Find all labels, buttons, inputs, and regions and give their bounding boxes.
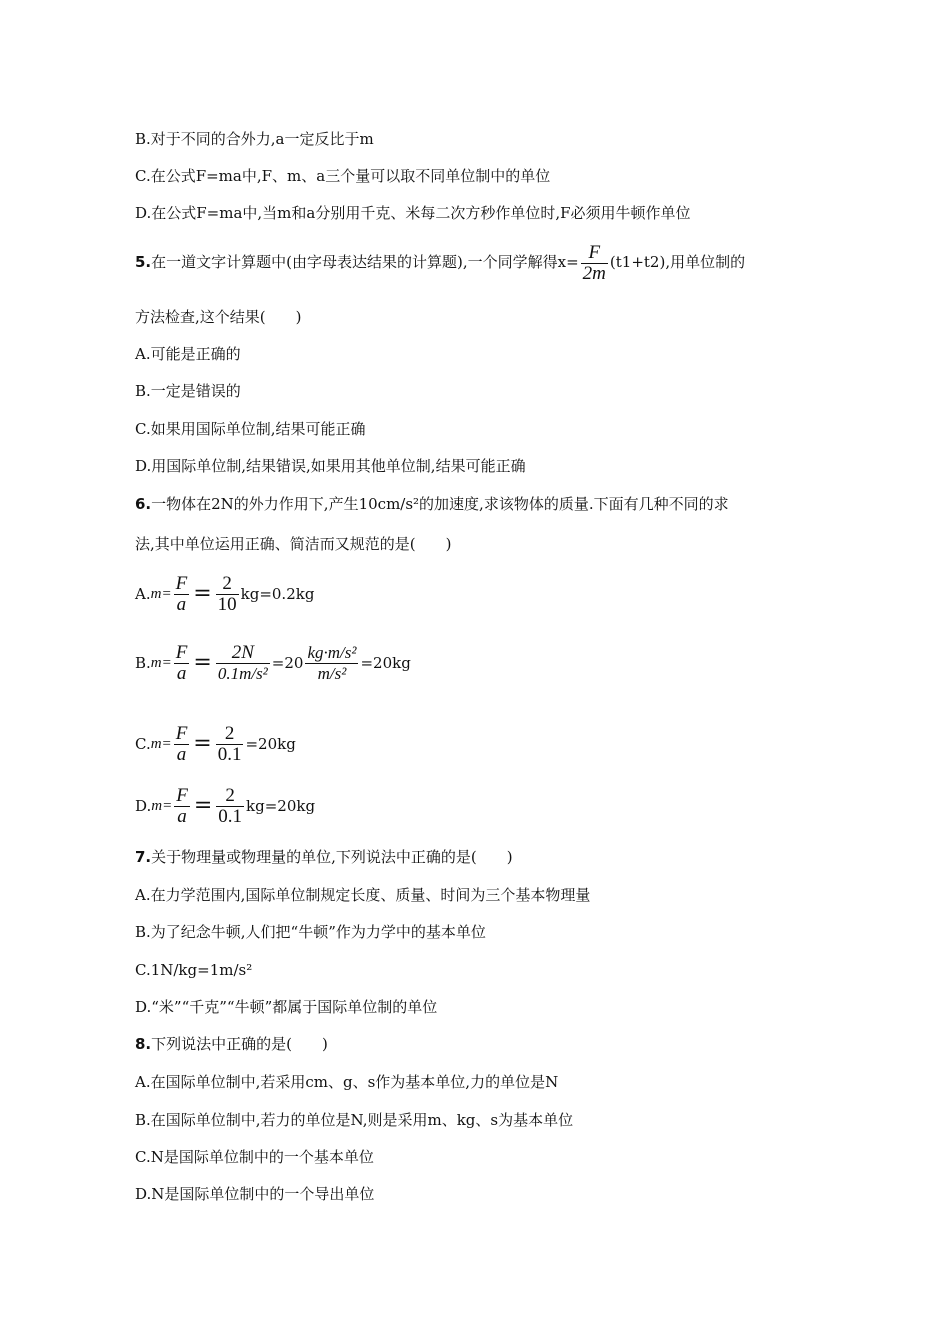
q5-x: x= bbox=[557, 253, 579, 271]
q6b-tail: =20kg bbox=[360, 654, 411, 672]
q6d-frac-g bbox=[216, 786, 244, 827]
q6-number: 6. bbox=[135, 495, 152, 513]
q6b-f-num: F bbox=[175, 641, 188, 663]
q6a-g-num: 2 bbox=[216, 574, 239, 595]
q5-number: 5. bbox=[135, 253, 152, 271]
q6c-equals: = bbox=[193, 731, 212, 756]
q6d-g-num: 2 bbox=[216, 786, 244, 807]
q6d-label: D. bbox=[135, 797, 152, 815]
q4-option-d: D.在公式F=ma中,当m和a分别用千克、米每二次方秒作单位时,F必须用牛顿作单位 bbox=[135, 204, 691, 222]
q5-paren: (t1+t2) bbox=[609, 253, 666, 271]
q6d-f-den: a bbox=[177, 805, 187, 827]
q6a-label: A. bbox=[135, 585, 151, 603]
q6d-lhs: m= bbox=[151, 798, 173, 814]
q8-option-b: B.在国际单位制中,若力的单位是N,则是采用m、kg、s为基本单位 bbox=[135, 1111, 574, 1129]
q8-option-a: A.在国际单位制中,若采用cm、g、s作为基本单位,力的单位是N bbox=[135, 1073, 559, 1091]
q6c-g-num: 2 bbox=[216, 724, 244, 745]
q6c-f-num: F bbox=[175, 722, 188, 744]
q4-option-b: B.对于不同的合外力,a一定反比于m bbox=[135, 130, 374, 148]
q8-option-c: C.N是国际单位制中的一个基本单位 bbox=[135, 1148, 374, 1166]
q6b-f-den: a bbox=[176, 662, 187, 684]
q7-option-c: C.1N/kg=1m/s² bbox=[135, 961, 253, 979]
q6a-g-den: 10 bbox=[217, 593, 237, 615]
q8-option-d: D.N是国际单位制中的一个导出单位 bbox=[135, 1185, 375, 1203]
q6b-equals: = bbox=[193, 650, 212, 675]
q6a-f-num: F bbox=[175, 572, 188, 594]
q6b-frac-f bbox=[174, 643, 190, 684]
q5-option-b: B.一定是错误的 bbox=[135, 382, 241, 400]
q7-stem bbox=[135, 847, 513, 867]
q6b-frac-g bbox=[216, 643, 270, 684]
q6-option-b bbox=[135, 640, 411, 684]
q6d-equals: = bbox=[193, 793, 213, 818]
q6c-lhs: m= bbox=[150, 736, 172, 752]
q6-option-d bbox=[135, 784, 315, 826]
q6b-frac-h bbox=[305, 643, 358, 684]
q6-stem-line2: 法,其中单位运用正确、简洁而又规范的是( ) bbox=[135, 535, 452, 553]
q6c-frac-f bbox=[174, 724, 190, 765]
q6-stem-text: 一物体在2N的外力作用下,产生10cm/s²的加速度,求该物体的质量.下面有几种不同的求 bbox=[151, 495, 729, 513]
q5-fraction bbox=[581, 243, 608, 284]
q8-stem-text: 下列说法中正确的是( ) bbox=[151, 1035, 328, 1053]
q6b-mid: =20 bbox=[271, 654, 304, 672]
q6a-tail: kg=0.2kg bbox=[240, 585, 315, 603]
q6d-tail: kg=20kg bbox=[246, 797, 316, 815]
q6d-g-den: 0.1 bbox=[218, 805, 243, 827]
q7-option-b: B.为了纪念牛顿,人们把“牛顿”作为力学中的基本单位 bbox=[135, 923, 486, 941]
q4-option-c: C.在公式F=ma中,F、m、a三个量可以取不同单位制中的单位 bbox=[135, 167, 551, 185]
q6c-f-den: a bbox=[176, 743, 187, 765]
q6a-frac-f bbox=[174, 574, 190, 615]
q5-stem-text: 在一道文字计算题中(由字母表达结果的计算题),一个同学解得 bbox=[151, 253, 558, 271]
q5-stem-line2: 方法检查,这个结果( ) bbox=[135, 308, 302, 326]
q6a-frac-g bbox=[216, 574, 239, 615]
q6d-frac-f bbox=[174, 786, 190, 827]
q6a-equals: = bbox=[193, 581, 212, 606]
q6-option-c bbox=[135, 722, 296, 764]
q7-option-d: D.“米”“千克”“牛顿”都属于国际单位制的单位 bbox=[135, 998, 438, 1016]
q5-stem bbox=[135, 242, 745, 282]
q6b-g-num: 2N bbox=[216, 643, 270, 664]
q5-frac-den: 2m bbox=[582, 262, 606, 284]
q6a-lhs: m= bbox=[150, 586, 172, 602]
q6b-g-den: 0.1m/s² bbox=[217, 663, 268, 683]
q8-number: 8. bbox=[135, 1035, 152, 1053]
q6-stem bbox=[135, 494, 729, 514]
q7-number: 7. bbox=[135, 848, 152, 866]
q6d-f-num: F bbox=[176, 784, 188, 806]
q5-option-d: D.用国际单位制,结果错误,如果用其他单位制,结果可能正确 bbox=[135, 457, 526, 475]
q5-option-c: C.如果用国际单位制,结果可能正确 bbox=[135, 420, 366, 438]
q8-stem bbox=[135, 1034, 328, 1054]
q6c-frac-g bbox=[216, 724, 244, 765]
q6b-label: B. bbox=[135, 654, 151, 672]
q5-stem-tail: ,用单位制的 bbox=[665, 253, 746, 271]
q6c-tail: =20kg bbox=[245, 735, 296, 753]
q6a-f-den: a bbox=[176, 593, 187, 615]
q6b-h-num: kg·m/s² bbox=[307, 642, 357, 662]
q7-option-a: A.在力学范围内,国际单位制规定长度、质量、时间为三个基本物理量 bbox=[135, 886, 591, 904]
q7-stem-text: 关于物理量或物理量的单位,下列说法中正确的是( ) bbox=[151, 848, 513, 866]
q6c-g-den: 0.1 bbox=[217, 743, 242, 765]
q6-option-a bbox=[135, 572, 314, 614]
q5-option-a: A.可能是正确的 bbox=[135, 345, 241, 363]
q6b-h-den: m/s² bbox=[317, 663, 347, 683]
q5-frac-num: F bbox=[581, 243, 608, 264]
q6c-label: C. bbox=[135, 735, 151, 753]
q6b-lhs: m= bbox=[150, 655, 172, 671]
